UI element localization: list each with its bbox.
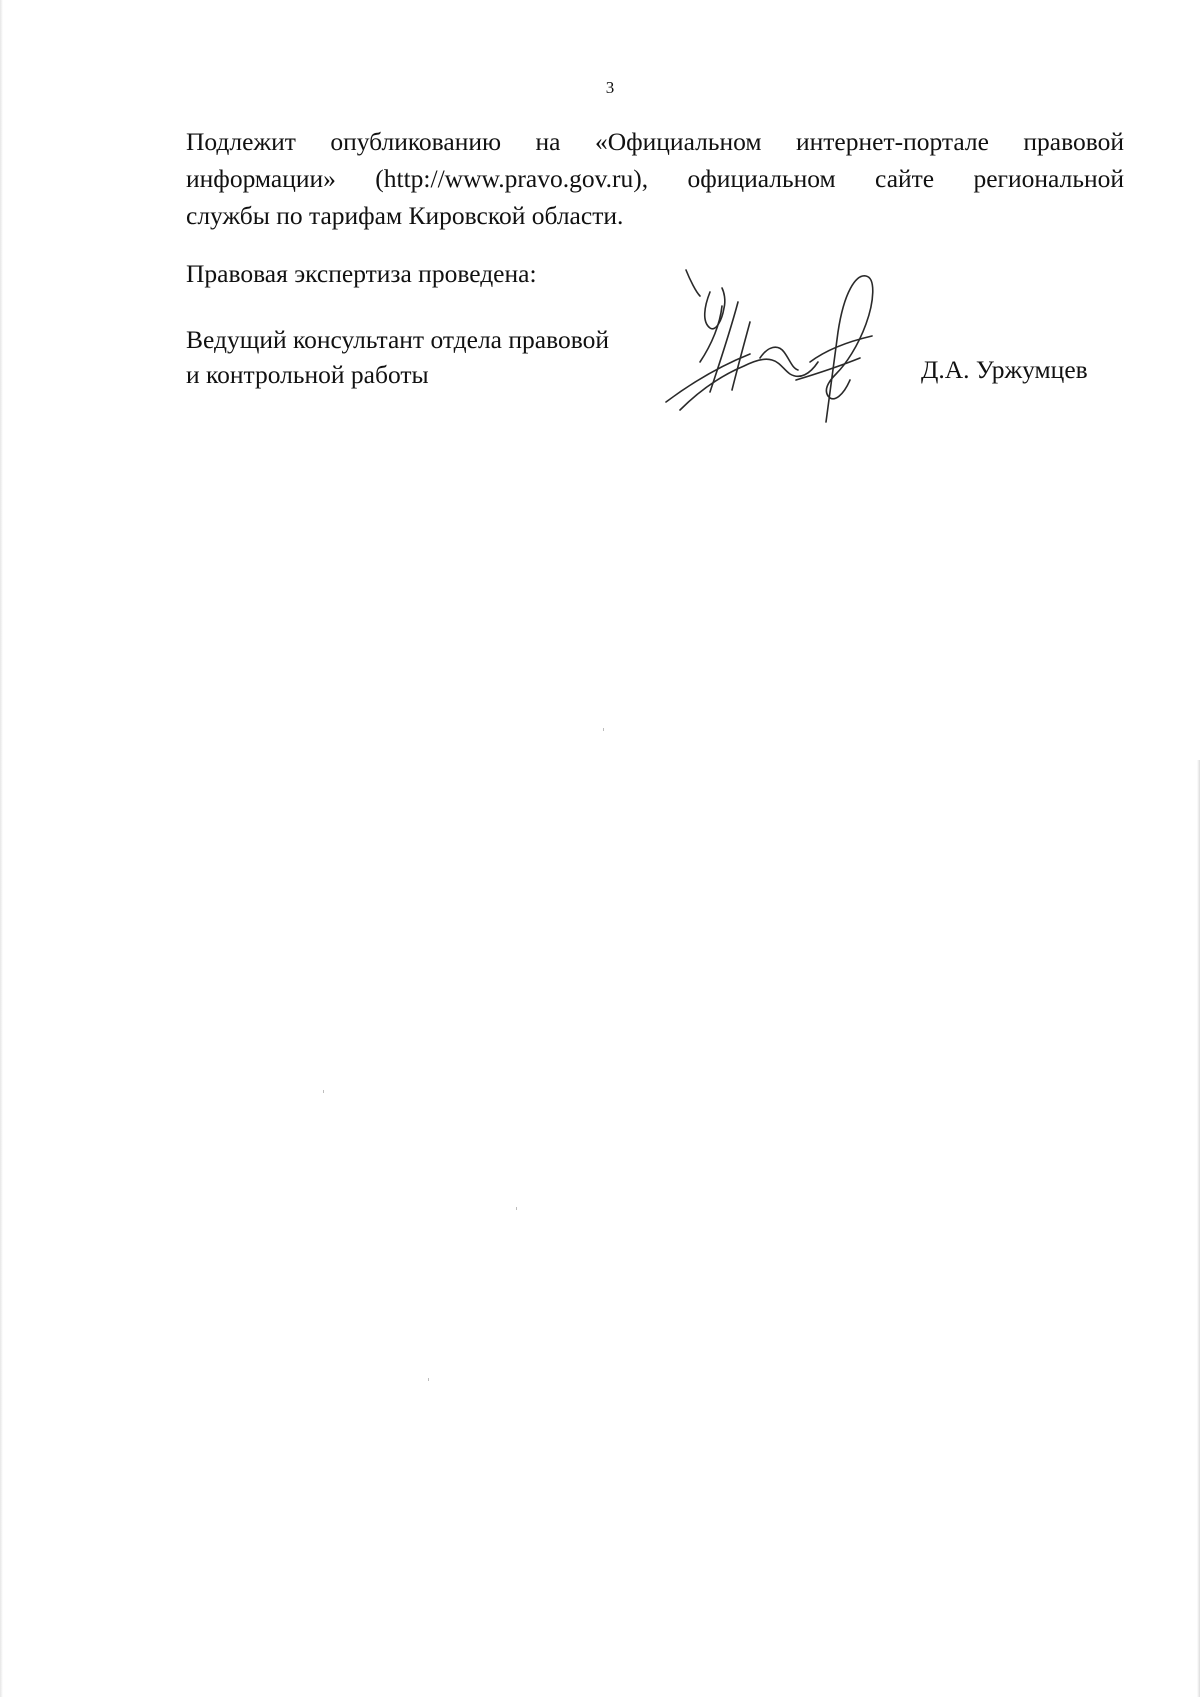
scan-speck <box>428 1378 429 1381</box>
scan-speck <box>516 1207 517 1210</box>
handwritten-signature-icon <box>640 262 910 432</box>
scan-speck <box>323 1090 324 1093</box>
publication-notice-line-3: службы по тарифам Кировской области. <box>186 201 624 230</box>
signer-name: Д.А. Уржумцев <box>921 355 1088 384</box>
publication-notice-line-2: информации» (http://www.pravo.gov.ru), официальном сайте региональной <box>186 164 1124 193</box>
publication-notice-line-1: Подлежит опубликованию на «Официальном интернет-портале правовой <box>186 127 1124 156</box>
page-number: 3 <box>605 78 615 97</box>
legal-review-label: Правовая экспертиза проведена: <box>186 259 537 288</box>
signer-position <box>186 322 609 392</box>
scan-speck <box>603 728 604 731</box>
signer-position-line-2: и контрольной работы <box>186 360 429 389</box>
signer-position-line-1: Ведущий консультант отдела правовой <box>186 325 609 354</box>
publication-notice <box>186 123 1124 234</box>
scan-edge-left <box>0 0 3 1697</box>
